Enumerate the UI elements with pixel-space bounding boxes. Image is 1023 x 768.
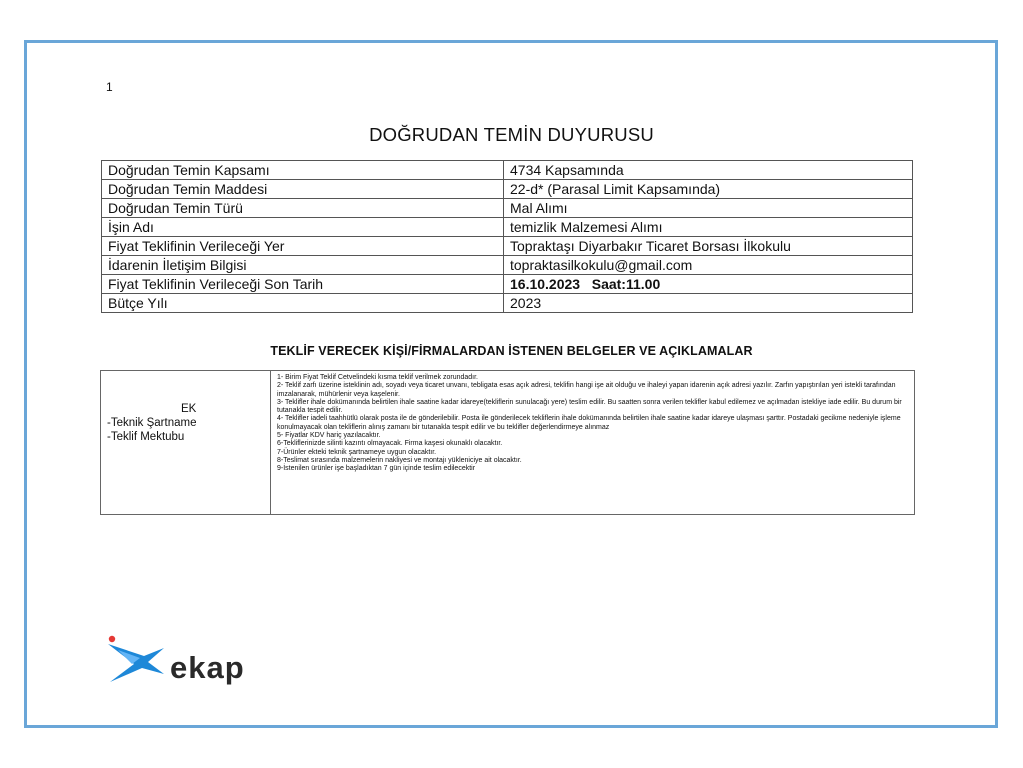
section-title: TEKLİF VERECEK KİŞİ/FİRMALARDAN İSTENEN BELGELER VE AÇIKLAMALAR	[270, 344, 753, 358]
logo-text: ekap	[170, 650, 245, 685]
attachment-item: -Teknik Şartname	[107, 417, 197, 429]
row-label: Doğrudan Temin Maddesi	[102, 180, 504, 199]
page-title: DOĞRUDAN TEMİN DUYURUSU	[369, 124, 654, 145]
row-label: Fiyat Teklifinin Verileceği Son Tarih	[102, 275, 504, 294]
table-row	[102, 256, 913, 275]
table-row	[102, 294, 913, 313]
attachments-cell	[101, 371, 271, 514]
row-value: Topraktaşı Diyarbakır Ticaret Borsası İlkokulu	[504, 237, 913, 256]
table-row	[102, 237, 913, 256]
row-value: 22-d* (Parasal Limit Kapsamında)	[504, 180, 913, 199]
list-item: 6-Tekliflerinizde silinti kazıntı olmayacak. Firma kaşesi okunaklı olacaktır.	[277, 440, 503, 448]
row-label: İşin Adı	[102, 218, 504, 237]
row-value: 4734 Kapsamında	[504, 161, 913, 180]
list-item: 9-İstenilen ürünler işe başladıktan 7 gün içinde teslim edilecektir	[277, 465, 476, 473]
table-row	[102, 161, 913, 180]
row-label: Doğrudan Temin Kapsamı	[102, 161, 504, 180]
row-value: topraktasilkokulu@gmail.com	[504, 256, 913, 275]
logo-dot	[109, 636, 115, 642]
row-label: Bütçe Yılı	[102, 294, 504, 313]
attachment-item: -Teklif Mektubu	[107, 431, 185, 443]
list-item: 8-Teslimat sırasında malzemelerin nakliyesi ve montajı yükleniciye ait olacaktır.	[277, 456, 522, 464]
row-label: Fiyat Teklifinin Verileceği Yer	[102, 237, 504, 256]
table-row	[102, 275, 913, 294]
row-value: 2023	[504, 294, 913, 313]
ek-label: EK	[181, 403, 197, 415]
list-item: 5- Fiyatlar KDV hariç yazılacaktır.	[277, 432, 381, 440]
row-label: Doğrudan Temin Türü	[102, 199, 504, 218]
list-item: 1- Birim Fiyat Teklif Cetvelindeki kısma teklif verilmek zorundadır.	[277, 374, 478, 381]
table-row	[102, 180, 913, 199]
list-item: 7-Ürünler ekteki teknik şartnameye uygun olacaktır.	[277, 448, 437, 456]
row-label: İdarenin İletişim Bilgisi	[102, 256, 504, 275]
info-table	[101, 160, 913, 313]
row-value: temizlik Malzemesi Alımı	[504, 218, 913, 237]
list-item: 4- Teklifler iadeli taahhütlü olarak posta ile de gönderilebilir. Posta ile gönderilecek tekliflerin ihale dokümanında belirtilen ihale saatine kadar idareye ulaşması şarttır. Postadaki gecikme nedeniyle işleme konulmayacak olan tekliflerin alınış zamanı bir tutanakla tespit edilir ve bu teklifler değerlendirmeye alınmaz	[277, 415, 901, 431]
requirements-list	[277, 374, 909, 474]
requirements-box	[100, 370, 915, 515]
row-value: Mal Alımı	[504, 199, 913, 218]
table-row	[102, 218, 913, 237]
row-value: 16.10.2023 Saat:11.00	[504, 275, 913, 294]
logo-mark	[108, 644, 164, 682]
list-item: 3- Teklifler ihale dokümanında belirtilen ihale saatine kadar idareye(tekliflerin sunulacağı yere) teslim edilir. Bu saatten sonra verilen teklifler kabul edilemez ve açılmadan istekliye iade edilir. Bu durum bir tutanakla tespit edilir.	[277, 398, 902, 415]
page-number: 1	[106, 80, 113, 94]
table-row	[102, 199, 913, 218]
list-item: 2- Teklif zarfı üzerine isteklinin adı, soyadı veya ticaret unvanı, tebligata esas açık adresi, teklifin hangi işe ait olduğu ve ihaleyi yapan idarenin açık adresi yazılır. Zarfın yapıştırılan yeri istekli tarafından imzalanarak, mühürlenir veya kaşelenir.	[277, 382, 896, 398]
